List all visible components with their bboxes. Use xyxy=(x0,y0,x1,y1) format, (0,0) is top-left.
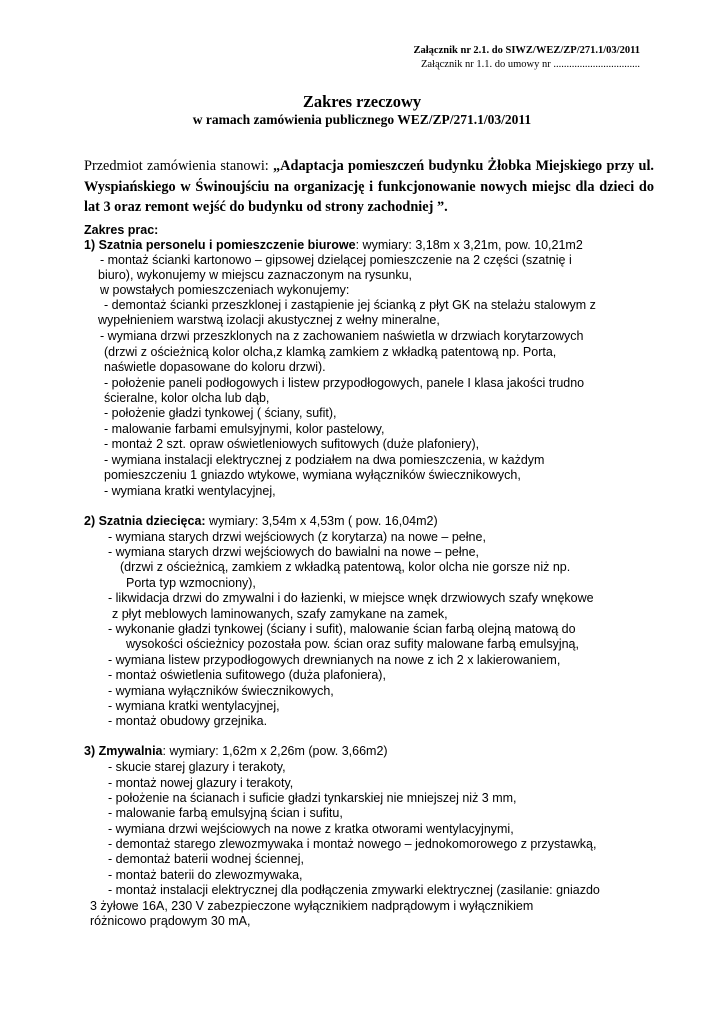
list-item: wysokości ościeżnicy pozostała pow. ścian oraz sufity malowane farbą emulsyjną, xyxy=(126,637,579,651)
list-item: - położenie gładzi tynkowej ( ściany, sufit), xyxy=(104,406,337,420)
section-2-dims: wymiary: 3,54m x 4,53m ( pow. 16,04m2) xyxy=(205,514,438,528)
section-2-title: 2) Szatnia dziecięca: xyxy=(84,514,206,528)
list-item: - skucie starej glazury i terakoty, xyxy=(108,760,286,774)
list-item: - wymiana instalacji elektrycznej z podziałem na dwa pomieszczenia, w każdym xyxy=(104,453,545,467)
list-item: (drzwi z ościeżnicą, zamkiem z wkładką patentową, kolor olcha nie gorsze niż np. xyxy=(120,560,571,574)
list-item: ścieralne, kolor olcha lub dąb, xyxy=(104,391,270,405)
list-item: - wymiana drzwi wejściowych na nowe z kratka otworami wentylacyjnymi, xyxy=(108,822,514,836)
list-item: - montaż oświetlenia sufitowego (duża plafoniera), xyxy=(108,668,386,682)
section-2-heading xyxy=(84,514,438,529)
list-item: w powstałych pomieszczeniach wykonujemy: xyxy=(100,283,350,297)
list-item: - demontaż baterii wodnej ściennej, xyxy=(108,852,304,866)
list-item: - malowanie farbami emulsyjnymi, kolor pastelowy, xyxy=(104,422,385,436)
order-subject xyxy=(84,156,654,218)
contract-reference: Załącznik nr 1.1. do umowy nr ................................. xyxy=(420,59,640,70)
list-item: - wymiana starych drzwi wejściowych do bawialni na nowe – pełne, xyxy=(108,545,480,559)
list-item: - montaż nowej glazury i terakoty, xyxy=(108,776,294,790)
section-1-title: 1) Szatnia personelu i pomieszczenie biurowe xyxy=(84,238,356,252)
list-item: Porta typ wzmocniony), xyxy=(126,576,256,590)
section-1-dims: : wymiary: 3,18m x 3,21m, pow. 10,21m2 xyxy=(355,238,583,252)
list-item: - demontaż ścianki przeszklonej i zastąpienie jej ścianką z płyt GK na stelażu stalowym z xyxy=(104,298,596,312)
scope-heading: Zakres prac: xyxy=(84,223,159,237)
section-1-heading xyxy=(84,238,583,253)
list-item: - położenie na ścianach i suficie gładzi tynkarskiej nie mniejszej niż 3 mm, xyxy=(108,791,517,805)
section-3-heading xyxy=(84,744,388,759)
list-item: - montaż instalacji elektrycznej dla podłączenia zmywarki elektrycznej (zasilanie: gniazdo xyxy=(108,883,600,897)
subject-lead: Przedmiot zamówienia stanowi: xyxy=(84,158,274,174)
list-item: naświetle dopasowane do koloru drzwi). xyxy=(104,360,326,374)
list-item: - wymiana starych drzwi wejściowych (z korytarza) na nowe – pełne, xyxy=(108,530,486,544)
list-item: - montaż ścianki kartonowo – gipsowej dzielącej pomieszczenie na 2 części (szatnię i xyxy=(100,253,572,267)
list-item: 3 żyłowe 16A, 230 V zabezpieczone wyłącznikiem nadprądowym i wyłącznikiem xyxy=(90,899,534,913)
list-item: - wymiana listew przypodłogowych drewnianych na nowe z ich 2 x lakierowaniem, xyxy=(108,653,561,667)
list-item: - położenie paneli podłogowych i listew przypodłogowych, panele I klasa jakości trudno xyxy=(104,376,585,390)
section-3-title: 3) Zmywalnia xyxy=(84,744,163,758)
list-item: - wymiana wyłączników świecznikowych, xyxy=(108,684,334,698)
list-item: - wymiana kratki wentylacyjnej, xyxy=(104,484,276,498)
list-item: - wymiana drzwi przeszklonych na z zachowaniem naświetla w drzwiach korytarzowych xyxy=(100,329,584,343)
list-item: - montaż 2 szt. opraw oświetleniowych sufitowych (duże plafoniery), xyxy=(104,437,480,451)
list-item: różnicowo prądowym 30 mA, xyxy=(90,914,251,928)
page-title: Zakres rzeczowy xyxy=(302,92,422,111)
list-item: - demontaż starego zlewozmywaka i montaż nowego – jednokomorowego z przystawką, xyxy=(108,837,597,851)
subject-text: „Adaptacja pomieszczeń budynku Żłobka Miejskiego przy ul. Wyspiańskiego w Świnoujściu na organizację i funkcjonowanie nowych miejsc dla dzieci do lat 3 oraz remont wejść do budynku od strony zachodniej ”. xyxy=(84,158,654,215)
list-item: - malowanie farbą emulsyjną ścian i sufitu, xyxy=(108,806,343,820)
list-item: z płyt meblowych laminowanych, szafy zamykane na zamek, xyxy=(112,607,448,621)
list-item: - montaż obudowy grzejnika. xyxy=(108,714,268,728)
section-3-dims: : wymiary: 1,62m x 2,26m (pow. 3,66m2) xyxy=(162,744,388,758)
list-item: wypełnieniem warstwą izolacji akustycznej z wełny mineralne, xyxy=(98,313,440,327)
page-subtitle: w ramach zamówienia publicznego WEZ/ZP/271.1/03/2011 xyxy=(192,112,532,127)
list-item: - montaż baterii do zlewozmywaka, xyxy=(108,868,303,882)
list-item: - wykonanie gładzi tynkowej (ściany i sufit), malowanie ścian farbą olejną matową do xyxy=(108,622,576,636)
list-item: (drzwi z ościeżnicą kolor olcha,z klamką zamkiem z wkładką patentową np. Porta, xyxy=(104,345,557,359)
list-item: - likwidacja drzwi do zmywalni i do łazienki, w miejsce wnęk drzwiowych szafy wnękowe xyxy=(108,591,594,605)
attachment-reference: Załącznik nr 2.1. do SIWZ/WEZ/ZP/271.1/03/2011 xyxy=(413,45,640,56)
list-item: - wymiana kratki wentylacyjnej, xyxy=(108,699,280,713)
list-item: biuro), wykonujemy w miejscu zaznaczonym na rysunku, xyxy=(98,268,413,282)
list-item: pomieszczeniu 1 gniazdo wtykowe, wymiana wyłączników świecznikowych, xyxy=(104,468,521,482)
